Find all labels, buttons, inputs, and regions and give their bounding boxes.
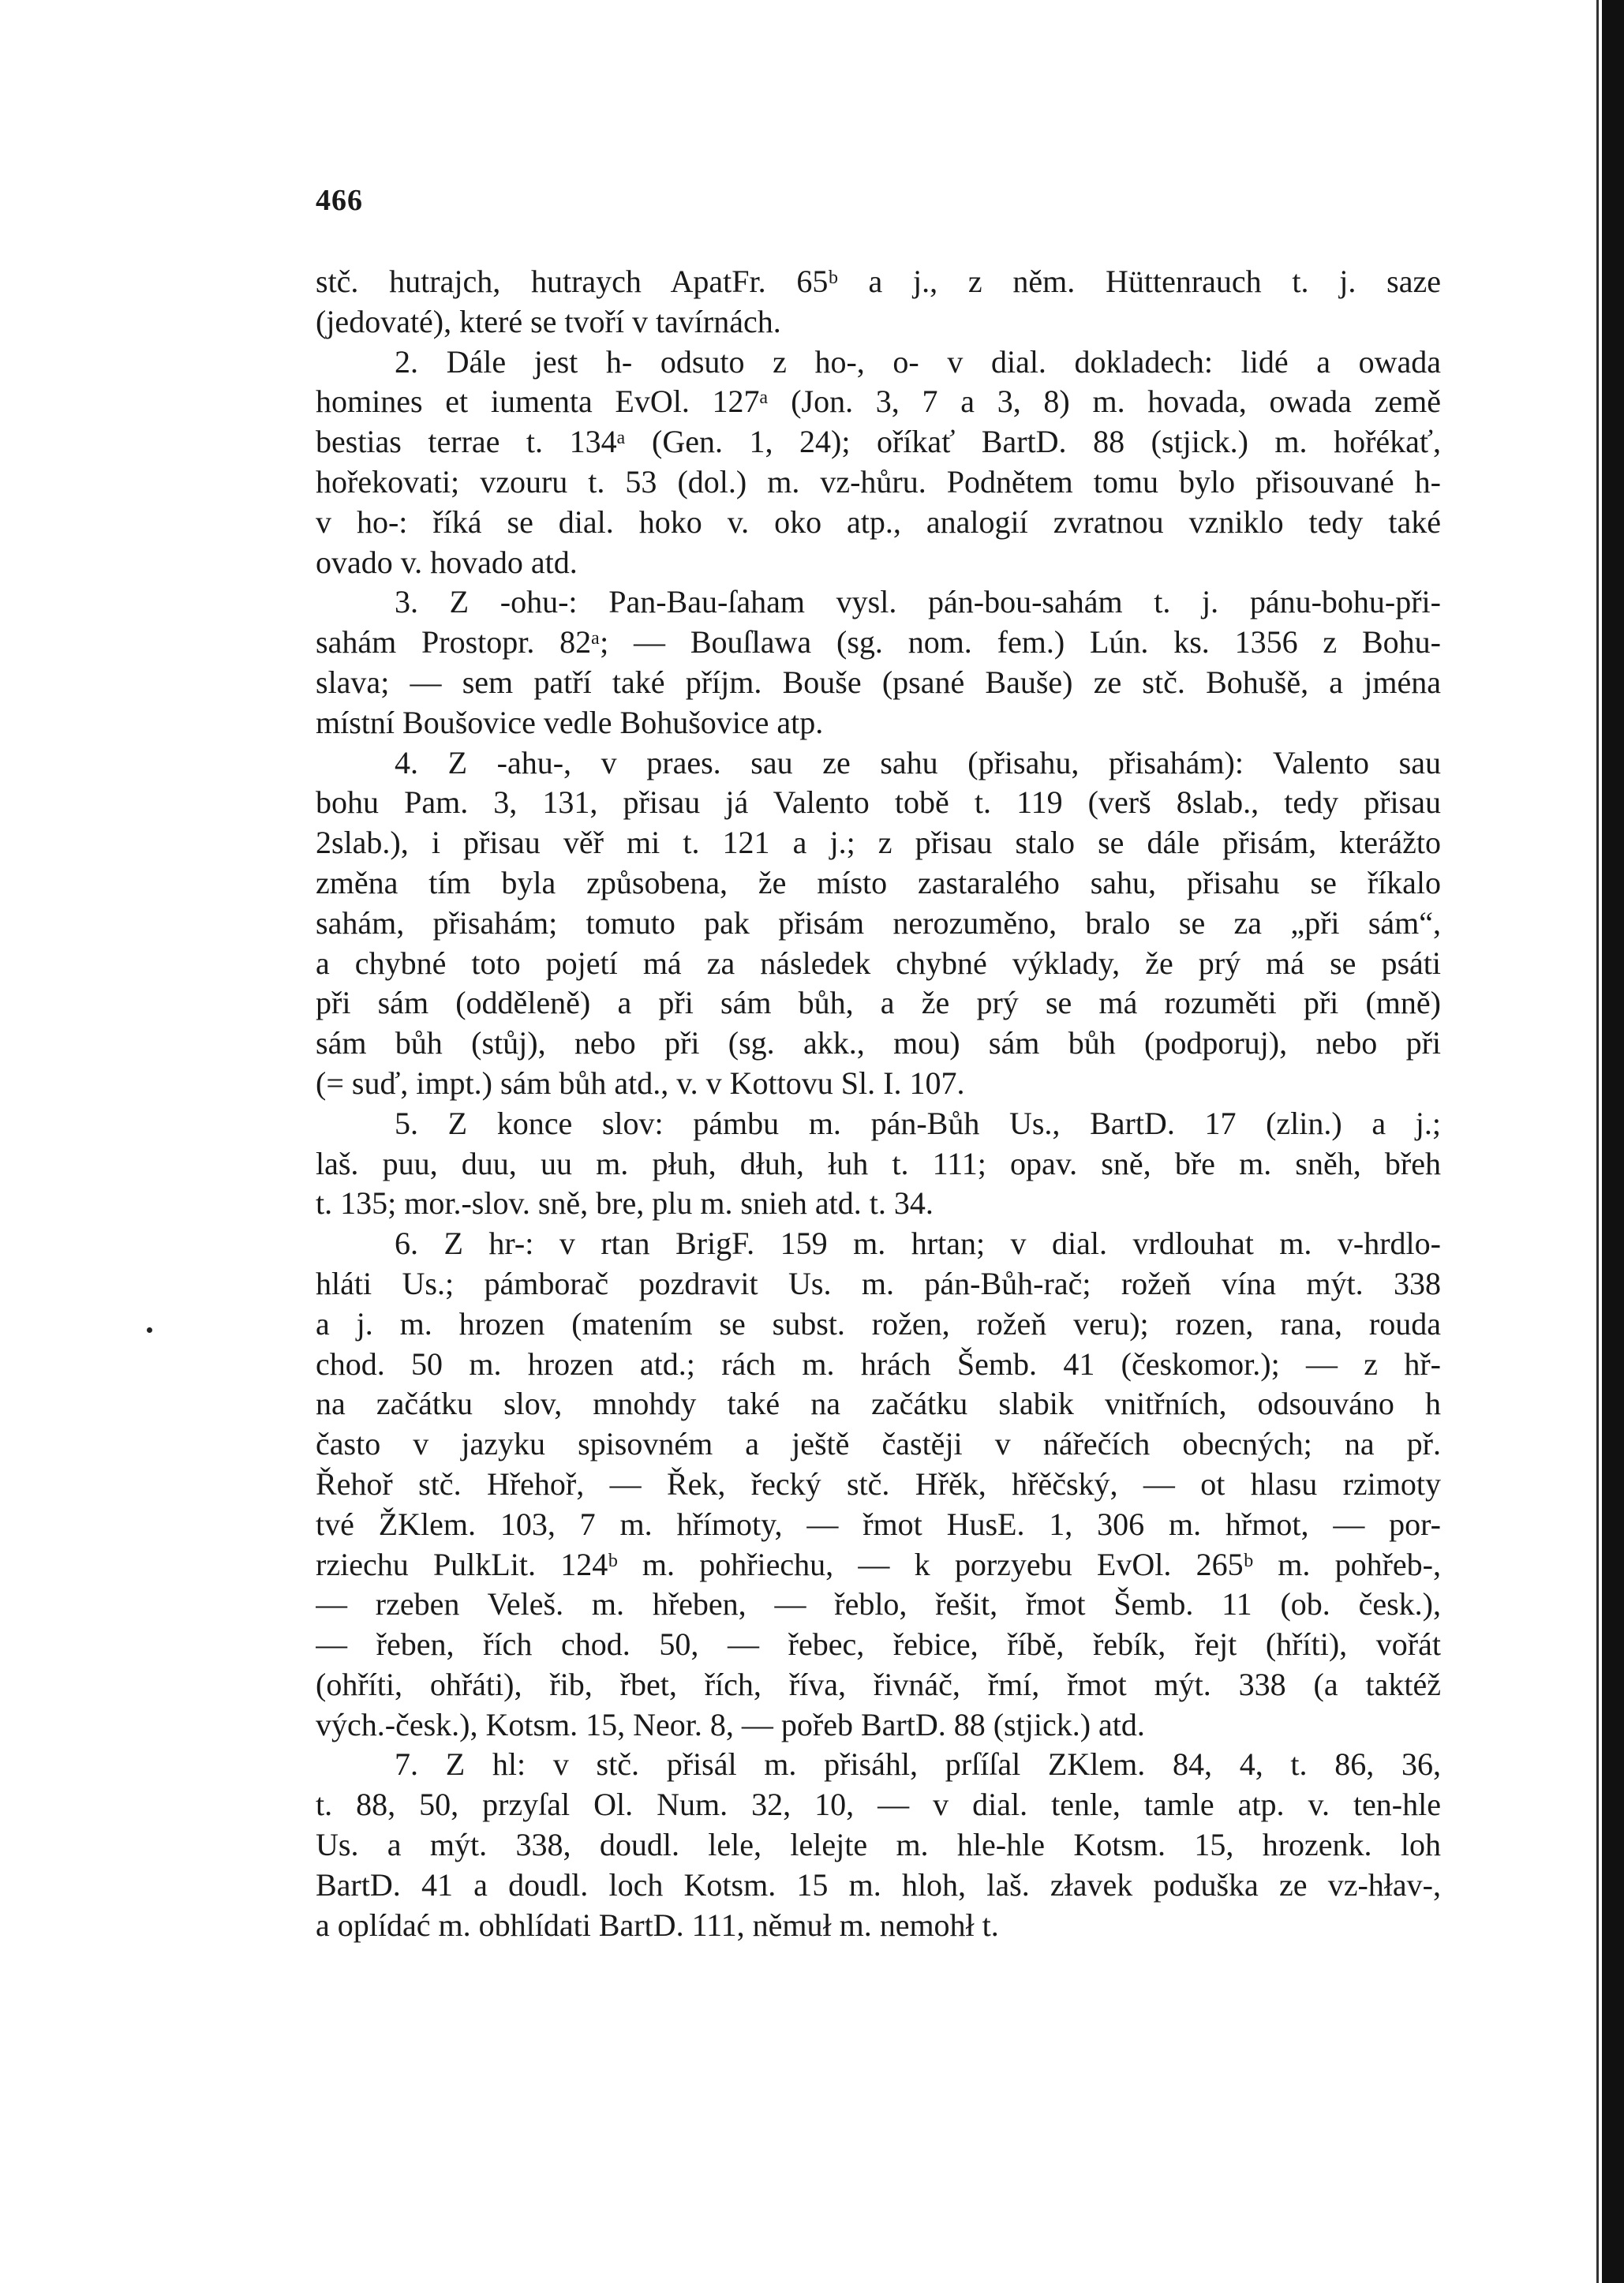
text-line: sahám Prostopr. 82ᵃ; — Bouſlawa (sg. nom. fem.) Lún. ks. 1356 z Bohu- [316, 624, 1441, 661]
text-line: 3. Z -ohu-: Pan-Bau-ſaham vysl. pán-bou-sahám t. j. pánu-bohu-při- [395, 584, 1441, 620]
text-line: (jedovaté), které se tvoří v tavírnách. [316, 303, 781, 339]
text-line: a chybné toto pojetí má za následek chybné výklady, že prý má se psáti [316, 945, 1441, 981]
paragraph-1 [316, 262, 1441, 342]
text-line: v ho-: říká se dial. hoko v. oko atp., analogií zvratnou vzniklo tedy také [316, 503, 1441, 540]
text-line: t. 135; mor.-slov. sně, bre, plu m. snieh atd. t. 34. [316, 1185, 934, 1222]
text-line: 2. Dále jest h- odsuto z ho-, o- v dial. dokladech: lidé a owada [395, 343, 1441, 380]
text-line: Řehoř stč. Hřehoř, — Řek, řecký stč. Hřěk, hřěčský, — ot hlasu rzimoty [316, 1465, 1441, 1502]
text-line: chod. 50 m. hrozen atd.; rách m. hrách Šemb. 41 (českomor.); — z hř- [316, 1345, 1441, 1382]
text-line: Us. a mýt. 338, doudl. lele, lelejte m. hle-hle Kotsm. 15, hrozenk. loh [316, 1827, 1441, 1863]
paragraph-3 [316, 582, 1441, 743]
text-line: místní Boušovice vedle Bohušovice atp. [316, 704, 824, 740]
body-text [316, 262, 1441, 1945]
text-line: — rzeben Veleš. m. hřeben, — řeblo, řešit, řmot Šemb. 11 (ob. česk.), [316, 1586, 1441, 1622]
text-line: 6. Z hr-: v rtan BrigF. 159 m. hrtan; v dial. vrdlouhat m. v-hrdlo- [395, 1226, 1441, 1262]
text-line: t. 88, 50, przyſal Ol. Num. 32, 10, — v dial. tenle, tamle atp. v. ten-hle [316, 1787, 1441, 1823]
text-line: ovado v. hovado atd. [316, 544, 578, 580]
paragraph-5 [316, 1104, 1441, 1224]
text-line: laš. puu, duu, uu m. płuh, dłuh, łuh t. 111; opav. sně, bře m. sněh, břeh [316, 1145, 1441, 1181]
text-line: a oplídać m. obhlídati BartD. 111, němuł m. nemohł t. [316, 1907, 999, 1943]
text-line: hláti Us.; pámborač pozdravit Us. m. pán-Bůh-rač; rožeň vína mýt. 338 [316, 1265, 1441, 1301]
text-line: stč. hutrajch, hutraych ApatFr. 65ᵇ a j., z něm. Hüttenrauch t. j. saze [316, 264, 1441, 299]
paragraph-2 [316, 342, 1441, 583]
text-line: hořekovati; vzouru t. 53 (dol.) m. vz-hůru. Podnětem tomu bylo přisouvané h- [316, 463, 1441, 500]
text-line: 5. Z konce slov: pámbu m. pán-Bůh Us., BartD. 17 (zlin.) a j.; [395, 1105, 1441, 1141]
text-line: homines et iumenta EvOl. 127ᵃ (Jon. 3, 7 a 3, 8) m. hovada, owada země [316, 384, 1441, 420]
text-line: 7. Z hl: v stč. přisál m. přisáhl, prſíſal ZKlem. 84, 4, t. 86, 36, [395, 1746, 1441, 1783]
text-line: a j. m. hrozen (matením se subst. rožen, rožeň veru); rozen, rana, rouda [316, 1305, 1441, 1342]
text-line: na začátku slov, mnohdy také na začátku slabik vnitřních, odsouváno h [316, 1386, 1441, 1422]
text-line: (ohříti, ohřáti), řib, řbet, řích, říva, řivnáč, řmí, řmot mýt. 338 (a taktéž [316, 1666, 1441, 1702]
paragraph-7 [316, 1745, 1441, 1945]
text-line: slava; — sem patří také příjm. Bouše (psané Bauše) ze stč. Bohušě, a jména [316, 664, 1441, 700]
text-line: 4. Z -ahu-, v praes. sau ze sahu (přisahu, přisahám): Valento sau [395, 744, 1441, 780]
text-line: 2slab.), i přisau věř mi t. 121 a j.; z přisau stalo se dále přisám, kterážto [316, 825, 1441, 861]
text-line: bohu Pam. 3, 131, přisau já Valento tobě t. 119 (verš 8slab., tedy přisau [316, 784, 1441, 821]
paragraph-6 [316, 1224, 1441, 1745]
page-edge-shadow [1602, 0, 1624, 2283]
text-line: vých.-česk.), Kotsm. 15, Neor. 8, — pořeb BartD. 88 (stjick.) atd. [316, 1706, 1145, 1742]
text-line: změna tím byla způsobena, že místo zastaralého sahu, přisahu se říkalo [316, 864, 1441, 900]
page-number: 466 [316, 184, 363, 217]
text-line: bestias terrae t. 134ᵃ (Gen. 1, 24); oříkať BartD. 88 (stjick.) m. hořékať, [316, 424, 1441, 460]
scan-speck [147, 1327, 152, 1333]
text-line: tvé ŽKlem. 103, 7 m. hřímoty, — řmot HusE. 1, 306 m. hřmot, — por- [316, 1506, 1441, 1542]
text-line: sám bůh (stůj), nebo při (sg. akk., mou) sám bůh (podporuj), nebo při [316, 1025, 1441, 1061]
text-line: rziechu PulkLit. 124ᵇ m. pohřiechu, — k porzyebu EvOl. 265ᵇ m. pohřeb-, [316, 1546, 1441, 1582]
text-line: při sám (odděleně) a při sám bůh, a že prý se má rozuměti při (mně) [316, 985, 1441, 1021]
text-line: sahám, přisahám; tomuto pak přisám nerozuměno, bralo se za „při sám“, [316, 904, 1441, 941]
text-line: — řeben, řích chod. 50, — řebec, řebice, říbě, řebík, řejt (hříti), vořát [316, 1626, 1441, 1663]
text-line: často v jazyku spisovném a ještě častěji v nářečích obecných; na př. [316, 1426, 1441, 1462]
text-line: BartD. 41 a doudl. loch Kotsm. 15 m. hloh, laš. złavek poduška ze vz-hłav-, [316, 1866, 1441, 1903]
paragraph-4 [316, 743, 1441, 1104]
text-line: (= suď, impt.) sám bůh atd., v. v Kottovu Sl. I. 107. [316, 1065, 965, 1101]
